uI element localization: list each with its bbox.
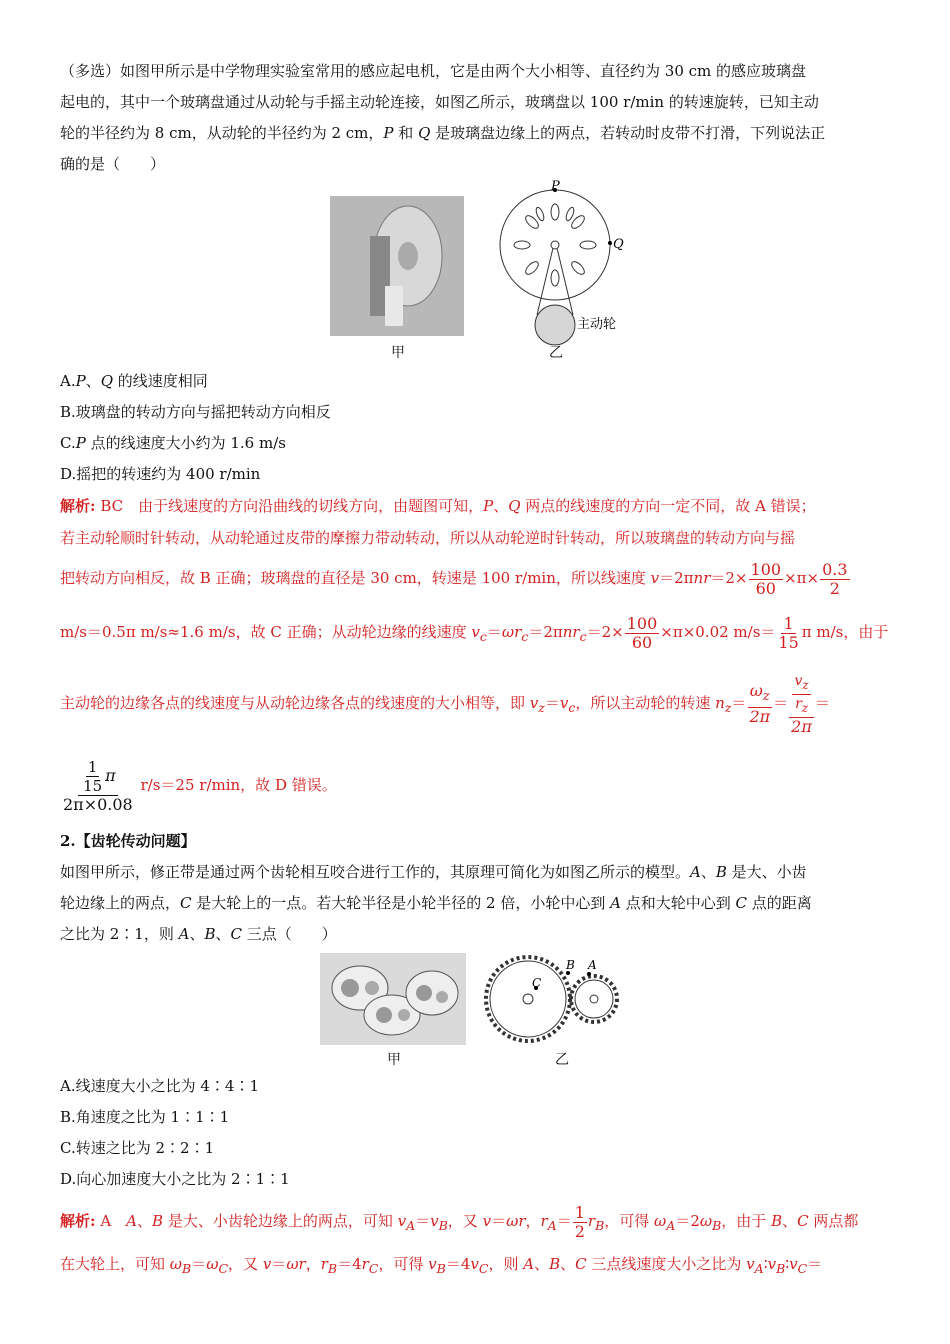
label-main-wheel: 主动轮	[577, 317, 617, 332]
q1-option-d: D.摇把的转速约为 400 r/min	[60, 465, 261, 483]
label-B: B	[566, 958, 575, 972]
q1-answer-line4: m/s＝0.5π m/s≈1.6 m/s，故 C 正确；从动轮边缘的线速度 $v_c=\omega r_c=2\pi nr_c=2\times$ $\frac{100}{60}$ ×π×0.02 m/s＝ $\frac{1}{15}$ π m/s，由于	[60, 613, 889, 652]
label-Q: Q	[613, 237, 624, 252]
q1-answer-line3: 把转动方向相反，故 B 正确；玻璃盘的直径是 30 cm，转速是 100 r/min，所以线速度 v＝2πnr＝2× $\frac{100}{60}$ ×π× $\frac{0.3}{2}$	[60, 559, 848, 598]
q1-answer-line6: $\frac{1}{15}$ π 2π×0.08 r/s＝25 r/min，故 D 错误。	[63, 758, 337, 814]
q1-fig-jia-caption: 甲	[391, 345, 405, 361]
q2-option-a: A.线速度大小之比为 4∶4∶1	[60, 1077, 260, 1095]
generator-photo-drawing	[330, 196, 464, 336]
q1-option-a: A.P、Q 的线速度相同	[60, 372, 208, 390]
q1-option-b: B.玻璃盘的转动方向与摇把转动方向相反	[60, 403, 331, 421]
q2-options	[60, 1071, 892, 1195]
label-A: A	[588, 958, 597, 972]
q1-fig-yi-caption: 乙	[549, 345, 563, 361]
correction-tape-drawing	[320, 953, 466, 1045]
q2-answer: 解析: A A、B 是大、小齿轮边缘上的两点，可知 $v_A=v_B$，又 v＝ωr，$r_A=$ $\frac{1}{2}$ $r_B$，可得 $\omega_A=2\omega_B$，由于 B、C 两点都 在大轮上，可知 $\omega_B=\omega_C$，又 v＝ωr，$r_B=4r_C$，可得 $v_B=4v_C$，则 A、B、C 三点线速度大小之比为 $v_A∶v_B∶v_C=$	[60, 1202, 859, 1276]
q2-fig-jia-caption: 甲	[387, 1052, 401, 1068]
q1-options	[60, 366, 892, 490]
q1-answer-line5: 主动轮的边缘各点的线速度与从动轮边缘各点的线速度的大小相等，即 $v_z=v_c$，所以主动轮的转速 $n_z=$ $\frac{\omega_z}{2\pi}$ ＝ $\frac{\frac{v_z}{r_z}}{2\pi}$ ＝	[60, 673, 830, 736]
q1-answer: 解析: BC 由于线速度的方向沿曲线的切线方向，由题图可知，P、Q 两点的线速度的方向一定不同，故 A 错误； 若主动轮顺时针转动，从动轮通过皮带的摩擦力带动转动，所以从动轮逆时针转动，所以玻璃盘的转动方向与摇	[60, 497, 816, 547]
disk-diagram	[495, 180, 635, 355]
q2-stem: 2.【齿轮传动问题】 如图甲所示，修正带是通过两个齿轮相互咬合进行工作的，其原理可简化为如图乙所示的模型。A、B 是大、小齿 轮边缘上的两点，C 是大轮上的一点。若大轮半径是小轮半径的 2 倍，小轮中心到 A 点和大轮中心到 C 点的距离 之比为 2∶1，则 A、B、C 三点（ ）	[60, 832, 812, 943]
q2-option-b: B.角速度之比为 1∶1∶1	[60, 1108, 230, 1126]
generator-photo	[330, 196, 464, 336]
gear-diagram	[484, 955, 632, 1047]
q1-option-c: C.P 点的线速度大小约为 1.6 m/s	[60, 434, 286, 452]
q2-option-d: D.向心加速度大小之比为 2∶1∶1	[60, 1170, 290, 1188]
label-P: P	[551, 180, 560, 194]
q2-fig-yi-caption: 乙	[555, 1052, 569, 1068]
q2-option-c: C.转速之比为 2∶2∶1	[60, 1139, 215, 1157]
label-C: C	[532, 976, 542, 990]
correction-tape-photo	[320, 953, 466, 1045]
q1-stem: （多选）如图甲所示是中学物理实验室常用的感应起电机，它是由两个大小相等、直径约为 30 cm 的感应玻璃盘 起电的，其中一个玻璃盘通过从动轮与手摇主动轮连接，如图乙所示，玻璃盘以 100 r/min 的转速旋转，已知主动 轮的半径约为 8 cm，从动轮的半径约为 2 cm，P 和 Q 是玻璃盘边缘上的两点，若转动时皮带不打滑，下列说法正 确的是（ ）	[60, 62, 826, 173]
